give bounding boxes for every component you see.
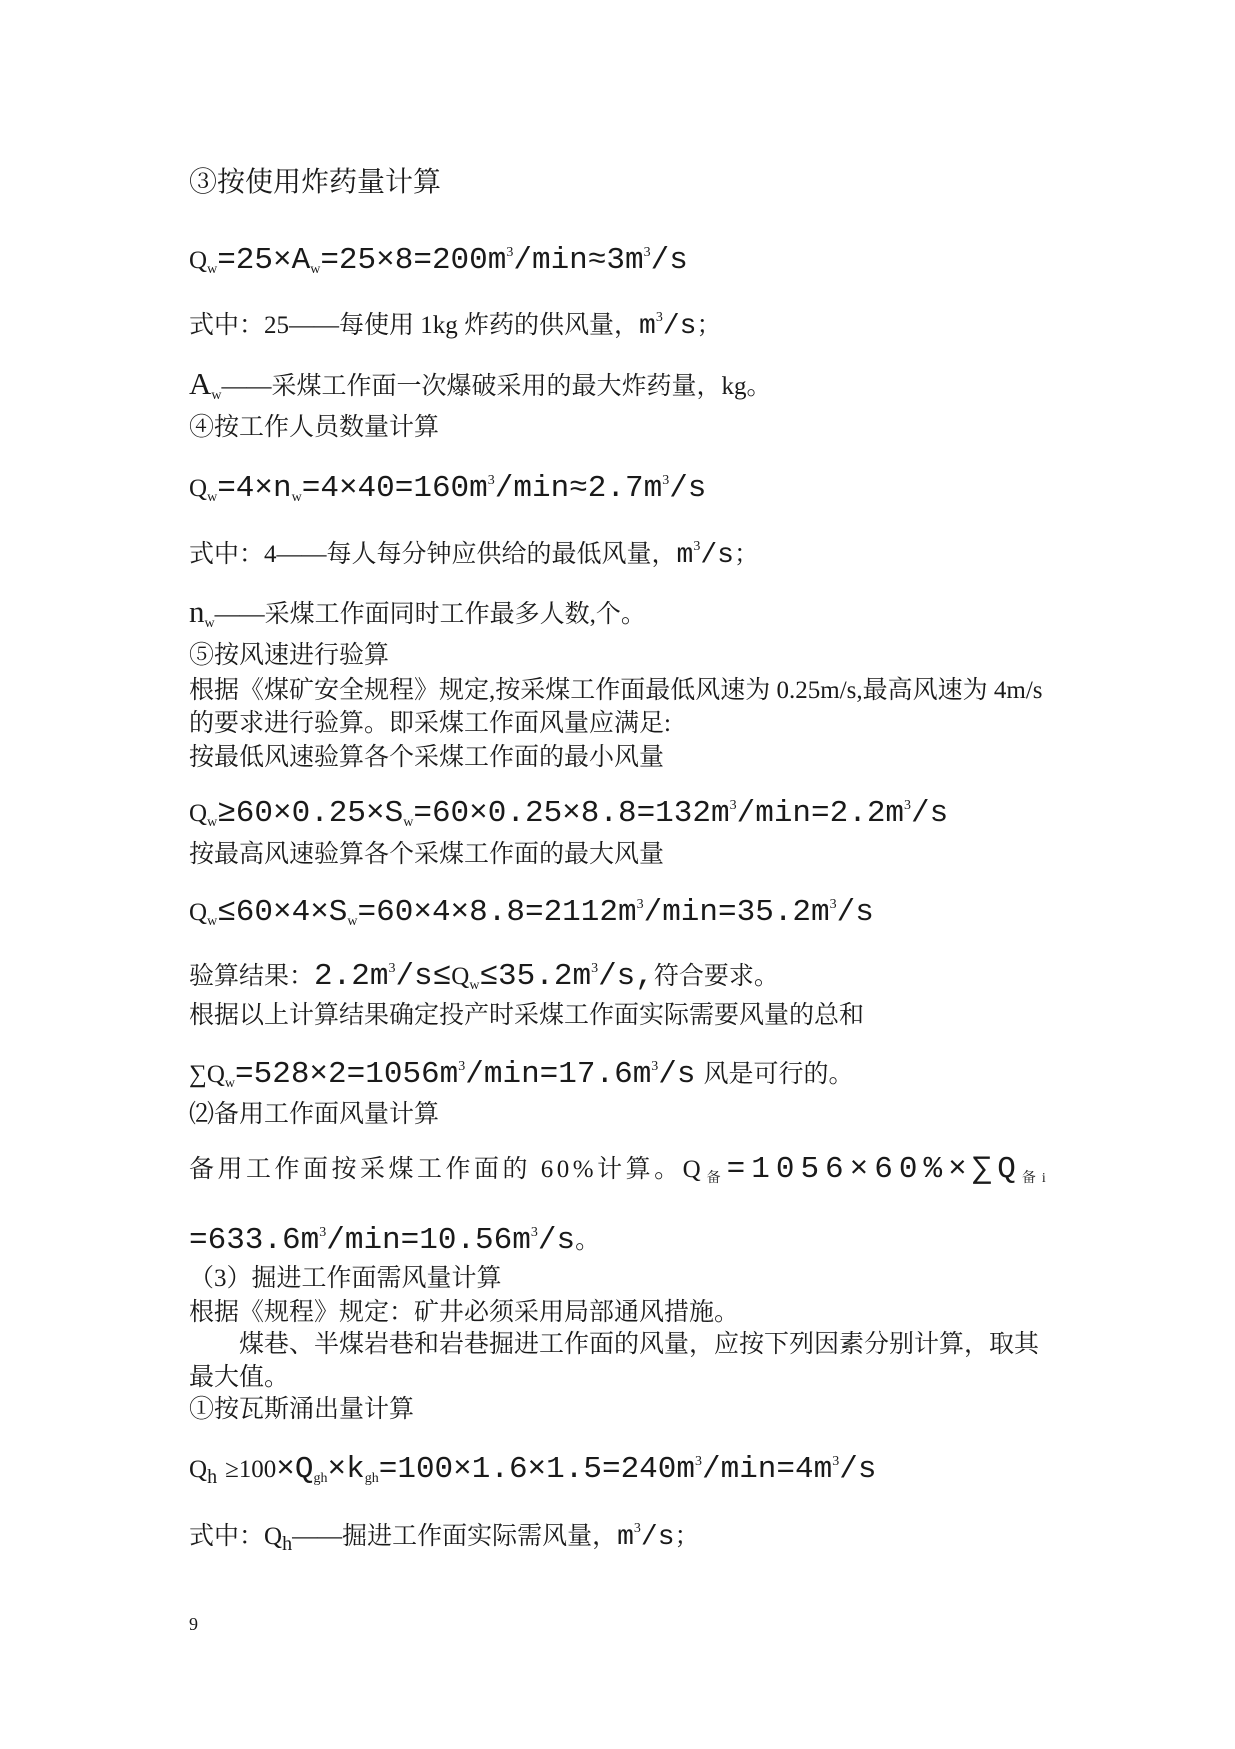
note-excavation-airflow — [189, 1509, 700, 1555]
superscript: 3 — [693, 539, 701, 554]
formula-explosive-airflow — [189, 233, 688, 278]
unit-text: m — [676, 540, 694, 571]
formula-text: =633.6m — [189, 1223, 320, 1258]
subscript: w — [204, 616, 215, 631]
check-result — [189, 949, 779, 994]
body-text: 符合要求。 — [653, 963, 779, 990]
note-personnel-variable — [189, 592, 646, 632]
variable-symbol: n — [189, 594, 205, 629]
max-airflow-label: 按最高风速验算各个采煤工作面的最大风量 — [189, 841, 665, 868]
formula-text: /min=4m — [702, 1452, 833, 1487]
paragraph-line: 最大值。 — [189, 1364, 290, 1391]
unit-text: m — [639, 311, 656, 342]
heading-gas-emission: ①按瓦斯涌出量计算 — [189, 1396, 415, 1423]
formula-text: =4×n — [217, 471, 292, 506]
paragraph-line: 的要求进行验算。即采煤工作面风量应满足: — [189, 710, 671, 737]
superscript: 3 — [633, 1521, 641, 1536]
formula-text: =25×8=200m — [320, 243, 507, 278]
formula-text: /min=17.6m — [465, 1057, 652, 1092]
sum-symbol: ∑Q — [189, 1061, 225, 1088]
superscript: 3 — [662, 473, 670, 488]
unit-text: /s — [640, 1522, 675, 1553]
formula-personnel-airflow — [189, 461, 707, 506]
body-text: ——采煤工作面同时工作最多人数,个。 — [214, 601, 646, 628]
formula-text: /s — [836, 895, 874, 930]
airflow-symbol: Q — [451, 963, 470, 990]
body-text: 式中：25——每使用 1kg 炸药的供风量， — [189, 312, 640, 339]
formula-max-airflow — [189, 885, 874, 930]
variable-symbol: A — [189, 366, 212, 401]
formula-text: ×k — [327, 1452, 365, 1487]
formula-text: /s — [911, 796, 949, 831]
note-personnel-coefficient — [189, 527, 759, 571]
unit-text: m — [617, 1522, 634, 1553]
superscript: 3 — [591, 961, 599, 976]
body-text: ——掘进工作面实际需风量， — [292, 1523, 618, 1550]
subscript: w — [469, 978, 480, 993]
formula-gas-airflow — [189, 1442, 877, 1488]
body-text: ——采煤工作面一次爆破采用的最大炸药量，kg。 — [221, 373, 772, 400]
formula-text: =60×0.25×8.8=132m — [413, 796, 730, 831]
subscript: w — [224, 1076, 236, 1091]
airflow-symbol: Q — [264, 1523, 283, 1550]
formula-text: ≥60×0.25×S — [217, 796, 404, 831]
formula-text: 2.2m — [314, 959, 389, 994]
airflow-symbol: Q — [189, 899, 208, 926]
superscript: 3 — [458, 1059, 466, 1074]
heading-excavation-face: （3）掘进工作面需风量计算 — [189, 1265, 502, 1292]
superscript: 3 — [487, 473, 495, 488]
superscript: 3 — [832, 1454, 840, 1469]
unit-text: /s — [662, 311, 697, 342]
formula-text: ≤60×4×S — [217, 895, 348, 930]
formula-text: /s — [650, 243, 688, 278]
body-text: 验算结果： — [189, 963, 315, 990]
body-text: 风是可行的。 — [703, 1061, 854, 1088]
heading-explosive-method: ③按使用炸药量计算 — [189, 167, 442, 198]
subscript: h — [207, 1466, 218, 1488]
superscript: 3 — [655, 310, 663, 325]
formula-text: ×Q — [276, 1452, 314, 1487]
body-text: 。 — [575, 1227, 601, 1254]
formula-text: =4×40=160m — [301, 471, 488, 506]
superscript: 3 — [643, 245, 651, 260]
formula-backup-line-1 — [189, 1150, 1052, 1190]
subscript: w — [310, 262, 321, 277]
airflow-symbol: Q — [189, 475, 208, 502]
heading-wind-speed-check: ⑤按风速进行验算 — [189, 642, 390, 669]
subscript: w — [403, 815, 414, 830]
formula-text: /s, — [598, 959, 654, 994]
subscript: w — [207, 815, 218, 830]
formula-text: =60×4×8.8=2112m — [357, 895, 637, 930]
airflow-symbol: Q — [189, 800, 208, 827]
formula-text: /min≈2.7m — [494, 471, 663, 506]
subscript: w — [207, 490, 218, 505]
body-text: 式中： — [189, 1523, 265, 1550]
subscript: w — [207, 262, 218, 277]
formula-text: /s — [658, 1057, 696, 1092]
subscript: w — [207, 914, 218, 929]
superscript: 3 — [319, 1225, 327, 1240]
formula-text: /min≈3m — [513, 243, 644, 278]
formula-text: =1056×60%×∑Q — [726, 1152, 1022, 1187]
superscript: 3 — [904, 798, 912, 813]
note-explosive-coefficient — [189, 298, 722, 342]
formula-text: /min=2.2m — [736, 796, 905, 831]
subscript: w — [291, 490, 302, 505]
body-text: ； — [696, 312, 722, 339]
formula-backup-line-2 — [189, 1213, 601, 1258]
formula-text: =100×1.6×1.5=240m — [378, 1452, 695, 1487]
formula-text: /min=10.56m — [326, 1223, 531, 1258]
formula-total-airflow — [189, 1047, 854, 1092]
unit-text: /s — [700, 540, 734, 571]
formula-text: /s — [537, 1223, 576, 1258]
subscript: gh — [364, 1471, 379, 1486]
airflow-symbol: Q — [189, 1456, 208, 1483]
superscript: 3 — [530, 1225, 538, 1240]
superscript: 3 — [388, 961, 396, 976]
paragraph-line: 煤巷、半煤岩巷和岩巷掘进工作面的风量，应按下列因素分别计算，取其 — [239, 1331, 1040, 1358]
body-text: ； — [733, 541, 759, 568]
regulation-text: 根据《规程》规定：矿井必须采用局部通风措施。 — [189, 1299, 740, 1326]
heading-personnel-method: ④按工作人员数量计算 — [189, 414, 440, 441]
min-airflow-label: 按最低风速验算各个采煤工作面的最小风量 — [189, 744, 665, 771]
formula-text: =25×A — [217, 243, 311, 278]
airflow-symbol: Q — [189, 247, 208, 274]
subscript: 备i — [1021, 1171, 1052, 1186]
body-text: 式中：4——每人每分钟应供给的最低风量， — [189, 541, 677, 568]
superscript: 3 — [636, 897, 644, 912]
formula-text: =528×2=1056m — [235, 1057, 459, 1092]
heading-backup-face: ⑵备用工作面风量计算 — [189, 1101, 440, 1128]
paragraph-line: 根据《煤矿安全规程》规定,按采煤工作面最低风速为 0.25m/s,最高风速为 4m/s — [189, 677, 1043, 704]
subscript: h — [282, 1533, 293, 1555]
formula-text: ≤35.2m — [479, 959, 592, 994]
note-explosive-variable — [189, 364, 772, 404]
subscript: 备 — [706, 1171, 727, 1186]
superscript: 3 — [506, 245, 514, 260]
summary-label: 根据以上计算结果确定投产时采煤工作面实际需要风量的总和 — [189, 1002, 865, 1029]
superscript: 3 — [695, 1454, 702, 1469]
body-text: ； — [674, 1523, 700, 1550]
formula-text: /s — [839, 1452, 877, 1487]
superscript: 3 — [829, 897, 837, 912]
formula-min-airflow — [189, 786, 949, 831]
airflow-symbol: Q — [682, 1156, 707, 1183]
superscript: 3 — [729, 798, 737, 813]
subscript: w — [211, 388, 222, 403]
formula-text: /min=35.2m — [643, 895, 830, 930]
formula-text: ≥100 — [225, 1456, 277, 1483]
subscript: gh — [313, 1471, 328, 1486]
formula-text: /s≤ — [395, 959, 452, 994]
subscript: w — [347, 914, 358, 929]
page-number: 9 — [189, 1614, 198, 1634]
formula-text: /s — [669, 471, 707, 506]
body-text: 备用工作面按采煤工作面的 60%计算。 — [189, 1156, 683, 1183]
superscript: 3 — [651, 1059, 659, 1074]
